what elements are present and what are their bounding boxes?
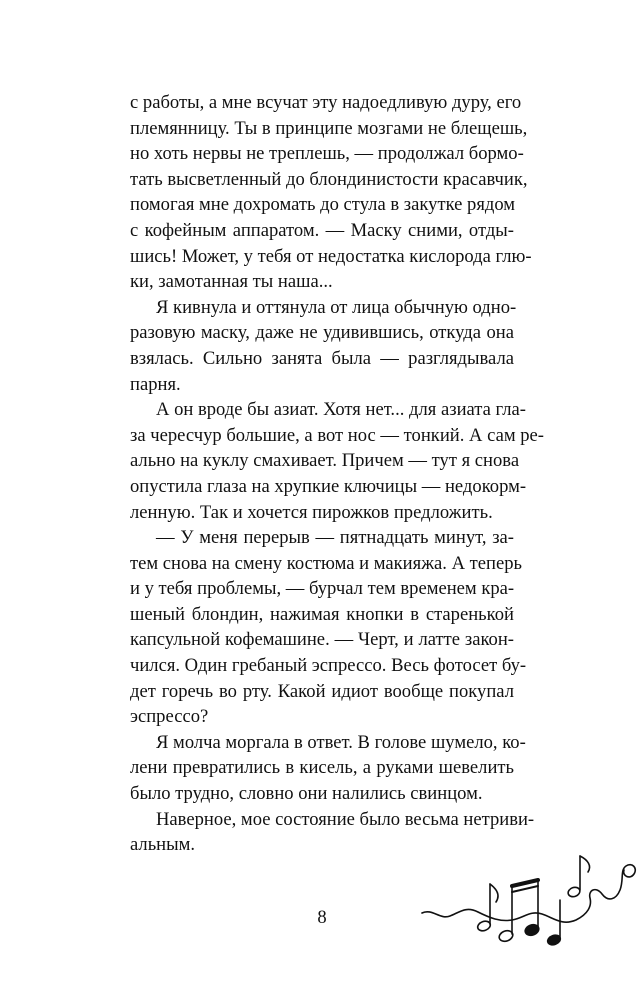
music-notes-doodle-icon — [420, 850, 642, 950]
text-line: опустила глаза на хрупкие ключицы — недокорм- — [130, 475, 527, 497]
text-line: ки, замотанная ты наша... — [130, 271, 333, 293]
text-line: тать высветленный до блондинистости красавчик, — [130, 168, 528, 190]
text-line: с кофейным аппаратом. — Маску сними, отды- — [130, 219, 514, 241]
text-line: ленную. Так и хочется пирожков предложить. — [130, 501, 493, 523]
text-line: альным. — [130, 834, 196, 856]
text-line: дет горечь во рту. Какой идиот вообще покупал — [130, 680, 514, 702]
text-line: тем снова на смену костюма и макияжа. А теперь — [130, 552, 523, 574]
text-line: было трудно, словно они налились свинцом. — [130, 783, 483, 805]
text-line: и у тебя проблемы, — бурчал тем временем кра- — [130, 578, 515, 600]
text-line: но хоть нервы не треплешь, — продолжал бормо- — [130, 143, 524, 165]
text-line: А он вроде бы азиат. Хотя нет... для азиата гла- — [156, 399, 526, 421]
text-line: шеный блондин, нажимая кнопки в старенькой — [130, 603, 514, 625]
text-line: племянницу. Ты в принципе мозгами не блещешь, — [130, 117, 528, 139]
text-line: Я кивнула и оттянула от лица обычную одно- — [156, 296, 517, 318]
page-number: 8 — [317, 907, 327, 928]
text-line: — У меня перерыв — пятнадцать минут, за- — [156, 527, 514, 549]
text-line: помогая мне дохромать до стула в закутке рядом — [130, 194, 516, 216]
text-line: капсульной кофемашине. — Черт, и латте закон- — [130, 629, 514, 651]
text-line: за чересчур большие, а вот нос — тонкий. А сам ре- — [130, 424, 544, 446]
text-line: взялась. Сильно занята была — разглядывала — [130, 347, 514, 369]
text-line: Я молча моргала в ответ. В голове шумело, ко- — [156, 731, 526, 753]
text-line: с работы, а мне всучат эту надоедливую дуру, его — [130, 92, 522, 113]
text-line: разовую маску, даже не удивившись, откуда она — [130, 322, 514, 344]
book-body-text — [130, 90, 544, 858]
text-line: чился. Один гребаный эспрессо. Весь фотосет бу- — [130, 655, 527, 677]
text-line: ально на куклу смахивает. Причем — тут я снова — [130, 450, 520, 472]
text-line: эспрессо? — [130, 706, 209, 728]
text-line: лени превратились в кисель, а руками шевелить — [130, 757, 514, 779]
text-line: парня. — [130, 373, 181, 395]
text-line: Наверное, мое состояние было весьма нетриви- — [156, 808, 535, 830]
text-line: шись! Может, у тебя от недостатка кислорода глю- — [130, 245, 532, 267]
